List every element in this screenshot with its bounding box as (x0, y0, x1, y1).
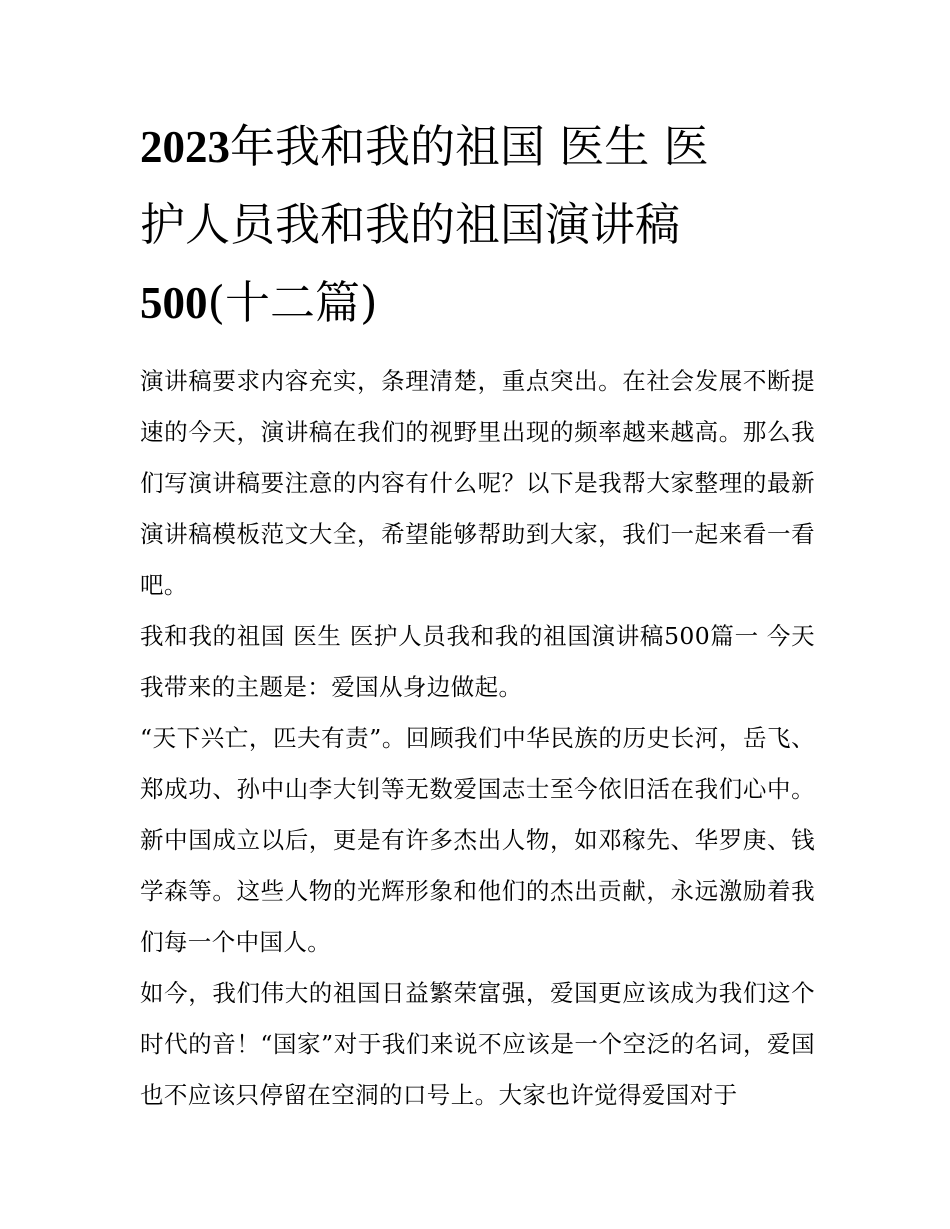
paragraph-today: 如今，我们伟大的祖国日益繁荣富强，爱国更应该成为我们这个时代的音！“国家”对于我们来说不应该是一个空泛的名词，爱国也不应该只停留在空洞的口号上。大家也许觉得爱国对于 (140, 979, 815, 1109)
document-body (140, 356, 815, 1121)
document-page (140, 108, 815, 1121)
title-text-2: 护人员我和我的祖国演讲稿 (140, 198, 681, 251)
paragraph-history: “天下兴亡，匹夫有责”。回顾我们中华民族的历史长河，岳飞、郑成功、孙中山李大钊等无数爱国志士至今依旧活在我们心中。新中国成立以后，更是有许多杰出人物，如邓稼先、华罗庚、钱学森等。这些人物的光辉形象和他们的杰出贡献，永远激励着我们每一个中国人。 (140, 724, 815, 956)
paragraph-intro: 演讲稿要求内容充实，条理清楚，重点突出。在社会发展不断提速的今天，演讲稿在我们的视野里出现的频率越来越高。那么我们写演讲稿要注意的内容有什么呢？以下是我帮大家整理的最新演讲稿模板范文大全，希望能够帮助到大家，我们一起来看一看吧。 (140, 367, 815, 599)
paragraph-section-one: 我和我的祖国 医生 医护人员我和我的祖国演讲稿500篇一 今天我带来的主题是：爱国从身边做起。 (140, 622, 815, 701)
title-count: 500 (140, 278, 208, 328)
document-title (140, 108, 815, 342)
title-text-1: 年我和我的祖国 医生 医 (230, 120, 709, 173)
title-year: 2023 (140, 122, 230, 172)
title-text-3: (十二篇) (207, 276, 378, 329)
